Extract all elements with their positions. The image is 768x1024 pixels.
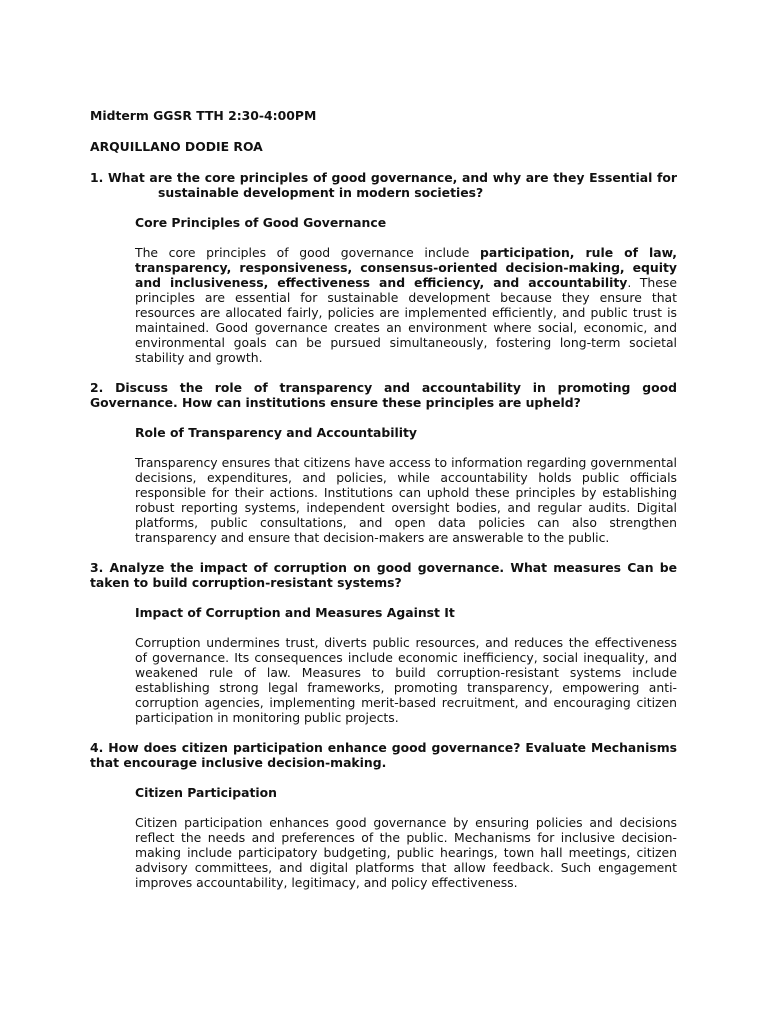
answer-1-intro: The core principles of good governance include [135,245,480,260]
answer-2: Transparency ensures that citizens have access to information regarding governmental decisions, expenditures, and policies, while accountability holds public officials responsible for their actions. Institutions can uphold these principles by establishing robust reporting systems, independent oversight bodies, and regular audits. Digital platforms, public consultations, and open data policies can also strengthen transparency and ensure that decision-makers are answerable to the public. [135,455,677,545]
subheading-2: Role of Transparency and Accountability [135,425,417,440]
question-3: 3. Analyze the impact of corruption on good governance. What measures Can be taken to build corruption-resistant systems? [90,560,677,590]
answer-1 [135,245,677,365]
course-header: Midterm GGSR TTH 2:30-4:00PM [90,108,317,123]
question-1: 1. What are the core principles of good governance, and why are they Essential for sustainable development in modern societies? [90,170,677,200]
document-body [90,108,677,905]
question-4: 4. How does citizen participation enhance good governance? Evaluate Mechanisms that encourage inclusive decision-making. [90,740,677,770]
subheading-1: Core Principles of Good Governance [135,215,387,230]
subheading-4: Citizen Participation [135,785,277,800]
answer-3: Corruption undermines trust, diverts public resources, and reduces the effectiveness of governance. Its consequences include economic inefficiency, social inequality, and weakened rule of law. Measures to build corruption-resistant systems include establishing strong legal frameworks, promoting transparency, empowering anti-corruption agencies, implementing merit-based recruitment, and encouraging citizen participation in monitoring public projects. [135,635,677,725]
student-name: ARQUILLANO DODIE ROA [90,139,263,154]
answer-1-rest: . These principles are essential for sustainable development because they ensure that resources are allocated fairly, policies are implemented efficiently, and public trust is maintained. Good governance creates an environment where social, economic, and environmental goals can be pursued simultaneously, fostering long-term societal stability and growth. [135,275,677,365]
answer-4: Citizen participation enhances good governance by ensuring policies and decisions reflect the needs and preferences of the public. Mechanisms for inclusive decision-making include participatory budgeting, public hearings, town hall meetings, citizen advisory committees, and digital platforms that allow feedback. Such engagement improves accountability, legitimacy, and policy effectiveness. [135,815,677,890]
subheading-3: Impact of Corruption and Measures Against It [135,605,455,620]
question-2: 2. Discuss the role of transparency and accountability in promoting good Governance. How can institutions ensure these principles are upheld? [90,380,677,410]
answer-1-principles: participation, rule of law, transparency, responsiveness, consensus-oriented decision-making, equity and inclusiveness, effectiveness and efficiency, and accountability [135,245,677,290]
